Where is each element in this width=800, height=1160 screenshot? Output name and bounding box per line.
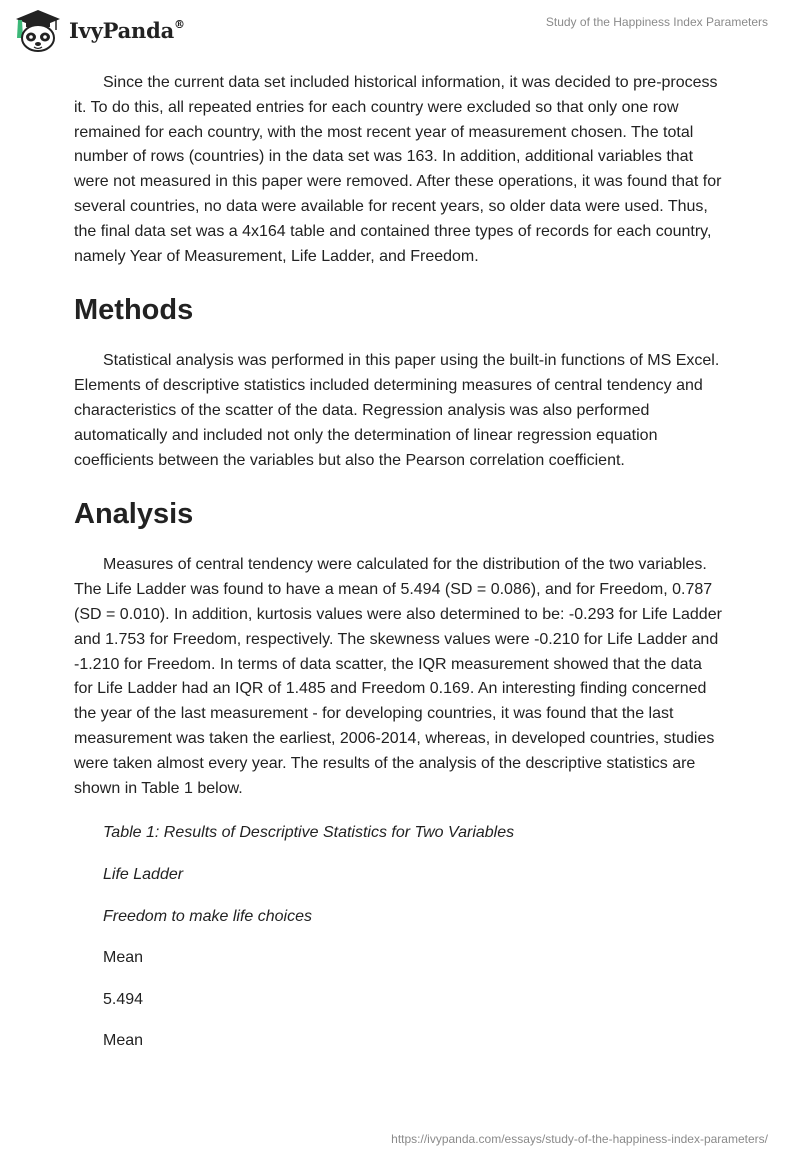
- methods-heading: Methods: [74, 294, 194, 327]
- page-header: [0, 0, 800, 60]
- document-title: Study of the Happiness Index Parameters: [545, 15, 768, 29]
- panda-graduate-icon: [14, 8, 62, 52]
- table-header-life-ladder: Life Ladder: [103, 865, 184, 883]
- intro-paragraph: Since the current data set included historical information, it was decided to pre-process it. To do this, all repeated entries for each country were excluded so that only one row remained for each country, with the most recent year of measurement chosen. The total number of rows (countries) in the data set was 163. In addition, additional variables that were not measured in this paper were removed. After these operations, it was found that for several countries, no data were available for recent years, so older data were used. Thus, the final data set was a 4x164 table and contained three types of records for each country, namely Year of Measurement, Life Ladder, and Freedom.: [74, 74, 722, 265]
- table-header-freedom: Freedom to make life choices: [103, 907, 312, 925]
- table-caption: Table 1: Results of Descriptive Statistics for Two Variables: [103, 824, 515, 842]
- source-url[interactable]: https://ivypanda.com/essays/study-of-the-happiness-index-parameters/: [391, 1132, 768, 1146]
- table-cell-mean-value: 5.494: [103, 990, 144, 1008]
- methods-paragraph: Statistical analysis was performed in this paper using the built-in functions of MS Excel. Elements of descriptive statistics included determining measures of central tendency and characteristics of the scatter of the data. Regression analysis was also performed automatically and included not only the determination of linear regression equation coefficients between the variables but also the Pearson correlation coefficient.: [74, 352, 720, 469]
- ivypanda-logo[interactable]: [14, 8, 185, 52]
- brand-name: IvyPanda®: [69, 17, 185, 43]
- document-body: [74, 71, 724, 1072]
- analysis-paragraph: Measures of central tendency were calculated for the distribution of the two variables. The Life Ladder was found to have a mean of 5.494 (SD = 0.086), and for Freedom, 0.787 (SD = 0.010). In addition, kurtosis values were also determined to be: -0.293 for Life Ladder and 1.753 for Freedom, respectively. The skewness values were -0.210 for Life Ladder and -1.210 for Freedom. In terms of data scatter, the IQR measurement showed that the data for Life Ladder had an IQR of 1.485 and Freedom 0.169. An interesting finding concerned the year of the last measurement - for developing countries, it was found that the last measurement was taken the earliest, 2006-2014, whereas, in developed countries, studies were taken almost every year. The results of the analysis of the descriptive statistics are shown in Table 1 below.: [74, 556, 722, 797]
- table-cell-mean-label-2: Mean: [103, 1032, 144, 1050]
- descriptive-stats-table: [74, 822, 724, 1072]
- table-cell-mean-label: Mean: [103, 949, 144, 967]
- analysis-heading: Analysis: [74, 498, 194, 531]
